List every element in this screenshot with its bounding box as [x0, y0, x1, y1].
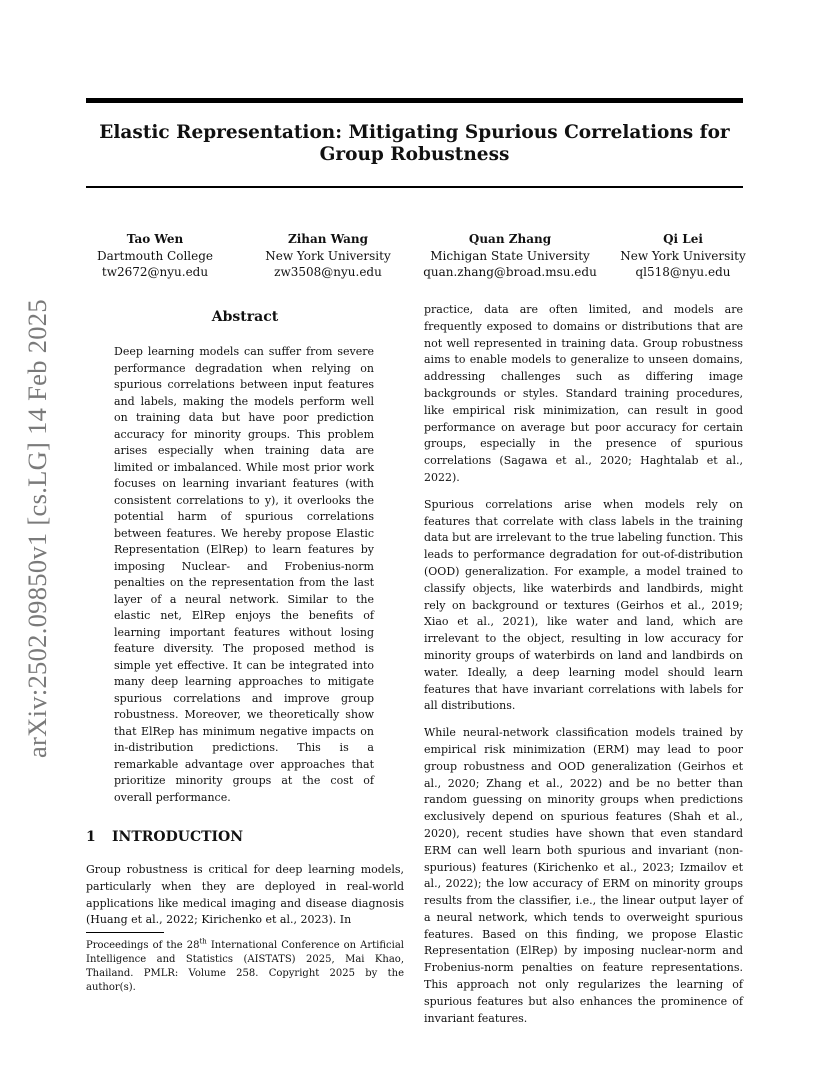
section-number: 1 — [86, 829, 96, 845]
author-affiliation: New York University — [265, 248, 391, 263]
intro-paragraph-2: Spurious correlations arise when models rely on features that correlate with class labels in the training data but are irrelevant to the true labeling function. This leads to performance degradation for out-of-distribution (OOD) generalization. For example, a model trained to classify objects, like waterbirds and landbirds, might rely on background or textures (Geirhos et al., 2019; Xiao et al., 2021), like water and land, which are irrelevant to the object, resulting in low accuracy for minority groups of waterbirds on land and landbirds on water. Ideally, a deep learning model should learn features that have invariant correlations with labels for all distributions. — [424, 497, 743, 713]
author-block — [60, 231, 770, 291]
author-name: Qi Lei — [663, 232, 703, 246]
intro-paragraph-1-start: Group robustness is critical for deep learning models, particularly when they are deployed in real-world applications like medical imaging and disease diagnosis (Huang et al., 2022; Kirichenko et al., 2023). In — [86, 863, 404, 927]
footnote-rule — [86, 932, 164, 933]
author-email: tw2672@nyu.edu — [101, 265, 209, 279]
left-column — [86, 308, 404, 939]
author-4 — [600, 231, 766, 281]
paper-title: Elastic Representation: Mitigating Spurious Correlations for Group Robustness — [99, 122, 730, 165]
arxiv-identifier: arXiv:2502.09850v1 [cs.LG] 14 Feb 2025 — [22, 299, 52, 758]
author-affiliation: New York University — [620, 248, 746, 263]
author-name: Tao Wen — [126, 232, 184, 246]
intro-paragraph-3: While neural-network classification models trained by empirical risk minimization (ERM) may lead to poor group robustness and OOD generalization (Geirhos et al., 2020; Zhang et al., 2022) and be no better than random guessing on minority groups when predictions exclusively depend on spurious features (Shah et al., 2020), recent studies have shown that even standard ERM can well learn both spurious and invariant (non-spurious) features (Kirichenko et al., 2023; Izmailov et al., 2022); the low accuracy of ERM on minority groups results from the classifier, i.e., the linear output layer of a neural network, which tends to overweight spurious features. Based on this finding, we propose Elastic Representation (ElRep) by imposing nuclear-norm and Frobenius-norm penalties on feature representations. This approach not only regularizes the learning of spurious features but also enhances the prominence of invariant features. — [424, 726, 743, 1025]
footnote — [86, 932, 404, 995]
title-rule-top — [86, 98, 743, 103]
abstract-text: Deep learning models can suffer from severe performance degradation when relying on spurious correlations between input features and labels, making the models perform well on training data but have poor prediction accuracy for minority groups. This problem arises especially when training data are limited or imbalanced. While most prior work focuses on learning invariant features (with consistent correlations to y), it overlooks the potential harm of spurious correlations between features. We hereby propose Elastic Representation (ElRep) to learn features by imposing Nuclear- and Frobenius-norm penalties on the representation from the last layer of a neural network. Similar to the elastic net, ElRep enjoys the benefits of learning important features without losing feature diversity. The proposed method is simple yet effective. It can be integrated into many deep learning approaches to mitigate spurious correlations and improve group robustness. Moreover, we theoretically show that ElRep has minimum negative impacts on in-distribution predictions. This is a remarkable advantage over approaches that prioritize minority groups at the cost of overall performance. — [114, 345, 374, 804]
title-rule-bottom — [86, 186, 743, 188]
footnote-text: Proceedings of the 28th International Conference on Artificial Intelligence and Statistics (AISTATS) 2025, Mai Khao, Thailand. PMLR: Volume 258. Copyright 2025 by the author(s). — [86, 937, 405, 993]
author-2 — [238, 231, 418, 281]
intro-paragraph-1-continued: practice, data are often limited, and models are frequently exposed to domains or distributions that are not well represented in training data. Group robustness aims to enable models to generalize to unseen domains, addressing challenges such as differing image backgrounds or styles. Standard training procedures, like empirical risk minimization, can result in good performance on average but poor accuracy for certain groups, especially in the presence of spurious correlations (Sagawa et al., 2020; Haghtalab et al., 2022). — [424, 303, 743, 484]
author-name: Zihan Wang — [287, 232, 369, 246]
author-3 — [412, 231, 608, 281]
author-email: zw3508@nyu.edu — [274, 265, 382, 279]
author-email: ql518@nyu.edu — [635, 265, 731, 279]
author-affiliation: Michigan State University — [430, 248, 590, 263]
author-name: Quan Zhang — [468, 232, 552, 246]
author-affiliation: Dartmouth College — [97, 248, 213, 263]
author-1 — [60, 231, 250, 281]
abstract-heading: Abstract — [211, 309, 279, 325]
right-column — [424, 302, 743, 1037]
author-email: quan.zhang@broad.msu.edu — [423, 265, 597, 279]
section-title: INTRODUCTION — [112, 829, 244, 845]
section-heading — [86, 828, 404, 846]
